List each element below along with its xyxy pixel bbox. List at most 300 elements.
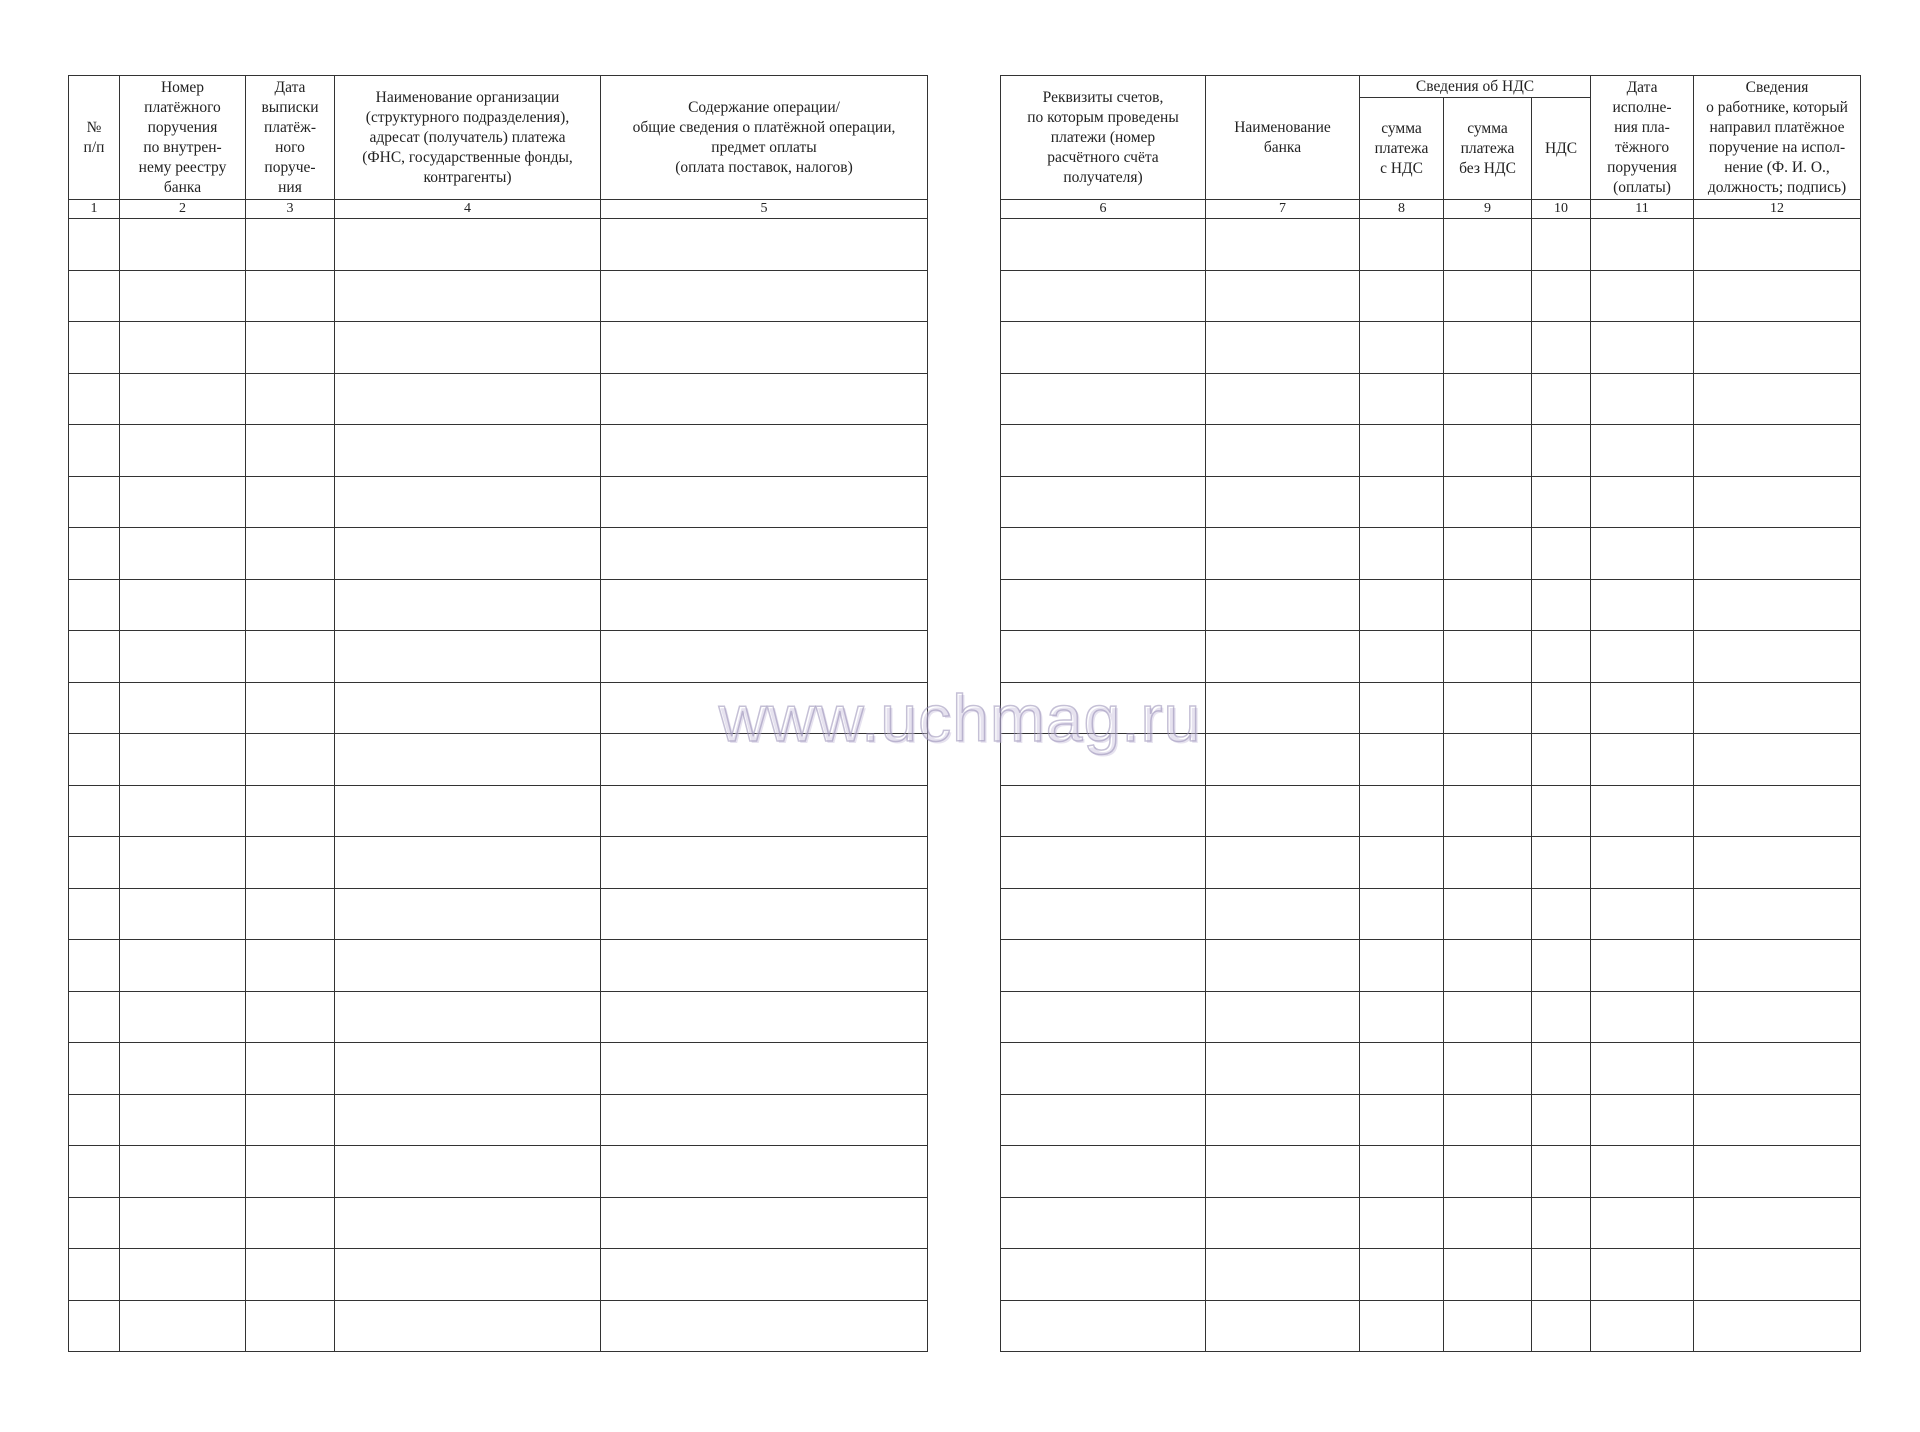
empty-cell [69, 425, 120, 477]
empty-cell [69, 476, 120, 528]
table-row [69, 785, 928, 837]
column-number: 10 [1532, 200, 1591, 219]
table-row [69, 991, 928, 1043]
empty-cell [120, 785, 246, 837]
table-row [1001, 579, 1861, 631]
empty-cell [601, 991, 928, 1043]
empty-cell [1591, 734, 1694, 786]
right-page-table [1000, 75, 1861, 1352]
empty-cell [1001, 270, 1206, 322]
empty-cell [120, 579, 246, 631]
empty-cell [1206, 219, 1360, 271]
empty-cell [1532, 579, 1591, 631]
empty-cell [601, 322, 928, 374]
empty-cell [69, 1249, 120, 1301]
header-col-2: Номер платёжного поручения по внутрен- нему реестру банка [120, 76, 246, 200]
empty-cell [246, 631, 335, 683]
empty-cell [1444, 837, 1532, 889]
watermark: www.uchmag.ru [718, 681, 1202, 755]
empty-cell [1694, 837, 1861, 889]
empty-cell [601, 1249, 928, 1301]
empty-cell [601, 785, 928, 837]
empty-cell [335, 322, 601, 374]
column-number: 1 [69, 200, 120, 219]
empty-cell [1532, 837, 1591, 889]
empty-cell [1532, 322, 1591, 374]
table-row [69, 940, 928, 992]
empty-cell [1444, 219, 1532, 271]
header-col-1: № п/п [69, 76, 120, 200]
empty-cell [601, 373, 928, 425]
empty-cell [335, 991, 601, 1043]
empty-cell [1444, 1043, 1532, 1095]
empty-cell [1001, 734, 1206, 786]
empty-cell [1206, 373, 1360, 425]
empty-cell [246, 270, 335, 322]
empty-cell [601, 425, 928, 477]
empty-cell [69, 1300, 120, 1352]
empty-cell [1591, 1300, 1694, 1352]
empty-cell [1532, 631, 1591, 683]
empty-cell [335, 682, 601, 734]
header-vat-group: Сведения об НДС [1360, 76, 1591, 98]
empty-cell [120, 322, 246, 374]
empty-cell [1694, 1094, 1861, 1146]
header-col-10: НДС [1532, 98, 1591, 200]
empty-cell [601, 1146, 928, 1198]
empty-cell [1532, 1249, 1591, 1301]
empty-cell [1532, 1146, 1591, 1198]
empty-cell [1532, 1043, 1591, 1095]
empty-cell [1001, 322, 1206, 374]
empty-cell [1001, 631, 1206, 683]
empty-cell [1694, 734, 1861, 786]
table-row [69, 1197, 928, 1249]
table-row [1001, 1146, 1861, 1198]
empty-cell [1360, 373, 1444, 425]
empty-cell [1001, 837, 1206, 889]
empty-cell [1591, 682, 1694, 734]
empty-cell [335, 528, 601, 580]
empty-cell [335, 270, 601, 322]
empty-cell [1206, 1197, 1360, 1249]
header-col-4: Наименование организации (структурного подразделения), адресат (получатель) платежа (ФНС, государственные фонды, контрагенты) [335, 76, 601, 200]
empty-cell [1360, 1249, 1444, 1301]
empty-cell [1444, 1146, 1532, 1198]
empty-cell [246, 1300, 335, 1352]
empty-cell [1694, 682, 1861, 734]
empty-cell [1001, 785, 1206, 837]
empty-cell [246, 991, 335, 1043]
empty-cell [1591, 1146, 1694, 1198]
empty-cell [1206, 1146, 1360, 1198]
empty-cell [1360, 322, 1444, 374]
empty-cell [246, 1197, 335, 1249]
header-row [1001, 76, 1861, 98]
empty-cell [1001, 528, 1206, 580]
table-row [69, 631, 928, 683]
empty-cell [1001, 888, 1206, 940]
empty-cell [120, 682, 246, 734]
empty-cell [69, 682, 120, 734]
empty-cell [1360, 991, 1444, 1043]
empty-cell [1444, 322, 1532, 374]
empty-cell [1591, 1043, 1694, 1095]
empty-cell [1206, 476, 1360, 528]
empty-cell [246, 476, 335, 528]
empty-cell [1001, 991, 1206, 1043]
empty-cell [120, 1146, 246, 1198]
empty-cell [120, 373, 246, 425]
empty-cell [1532, 528, 1591, 580]
table-row [1001, 682, 1861, 734]
column-number-row [69, 200, 928, 219]
empty-cell [120, 1300, 246, 1352]
empty-cell [1591, 1249, 1694, 1301]
empty-cell [1591, 991, 1694, 1043]
empty-cell [601, 1300, 928, 1352]
empty-cell [69, 1094, 120, 1146]
table-row [1001, 1043, 1861, 1095]
table-row [1001, 528, 1861, 580]
column-number: 8 [1360, 200, 1444, 219]
empty-cell [335, 219, 601, 271]
empty-cell [601, 734, 928, 786]
empty-cell [1206, 888, 1360, 940]
empty-cell [1206, 991, 1360, 1043]
empty-cell [335, 940, 601, 992]
empty-cell [1591, 785, 1694, 837]
empty-cell [1532, 785, 1591, 837]
empty-cell [1694, 425, 1861, 477]
empty-cell [1444, 1094, 1532, 1146]
empty-cell [246, 1249, 335, 1301]
table-row [1001, 373, 1861, 425]
table-row [1001, 270, 1861, 322]
empty-cell [1591, 837, 1694, 889]
empty-cell [69, 1197, 120, 1249]
table-row [1001, 1197, 1861, 1249]
table-row [69, 1146, 928, 1198]
table-row [1001, 1094, 1861, 1146]
empty-cell [1444, 373, 1532, 425]
table-row [69, 373, 928, 425]
empty-cell [601, 1094, 928, 1146]
table-row [69, 1300, 928, 1352]
empty-cell [1360, 1146, 1444, 1198]
empty-cell [601, 631, 928, 683]
empty-cell [1694, 1146, 1861, 1198]
empty-cell [69, 734, 120, 786]
empty-cell [69, 528, 120, 580]
column-number: 4 [335, 200, 601, 219]
column-number: 2 [120, 200, 246, 219]
empty-cell [1444, 991, 1532, 1043]
empty-cell [1001, 219, 1206, 271]
empty-cell [1360, 425, 1444, 477]
empty-cell [1444, 476, 1532, 528]
table-row [69, 528, 928, 580]
empty-cell [1444, 425, 1532, 477]
empty-cell [1694, 940, 1861, 992]
empty-cell [1694, 991, 1861, 1043]
empty-cell [1206, 1300, 1360, 1352]
empty-cell [601, 682, 928, 734]
empty-cell [120, 1094, 246, 1146]
empty-cell [335, 837, 601, 889]
empty-cell [1001, 1094, 1206, 1146]
table-row [1001, 322, 1861, 374]
table-row [1001, 1249, 1861, 1301]
empty-cell [246, 1094, 335, 1146]
empty-cell [1001, 579, 1206, 631]
empty-cell [335, 1197, 601, 1249]
header-col-8: сумма платежа с НДС [1360, 98, 1444, 200]
empty-cell [1532, 1094, 1591, 1146]
empty-cell [1206, 734, 1360, 786]
empty-cell [601, 476, 928, 528]
empty-cell [1532, 888, 1591, 940]
header-col-7: Наименование банка [1206, 76, 1360, 200]
empty-cell [1591, 425, 1694, 477]
empty-cell [1694, 1249, 1861, 1301]
empty-cell [1360, 837, 1444, 889]
empty-cell [1001, 940, 1206, 992]
empty-cell [246, 940, 335, 992]
empty-cell [1206, 425, 1360, 477]
empty-cell [1444, 528, 1532, 580]
empty-cell [1694, 1197, 1861, 1249]
empty-cell [69, 837, 120, 889]
header-col-12: Сведения о работнике, который направил платёжное поручение на испол- нение (Ф. И. О., должность; подпись) [1694, 76, 1861, 200]
empty-cell [1206, 682, 1360, 734]
empty-cell [1001, 1043, 1206, 1095]
empty-cell [335, 425, 601, 477]
empty-cell [601, 888, 928, 940]
empty-cell [601, 579, 928, 631]
empty-cell [335, 631, 601, 683]
empty-cell [1694, 631, 1861, 683]
column-number: 9 [1444, 200, 1532, 219]
empty-cell [1360, 476, 1444, 528]
empty-cell [1591, 631, 1694, 683]
empty-cell [1532, 940, 1591, 992]
empty-cell [69, 888, 120, 940]
empty-cell [1360, 219, 1444, 271]
empty-cell [120, 991, 246, 1043]
empty-cell [1694, 785, 1861, 837]
empty-cell [1206, 528, 1360, 580]
empty-cell [1591, 888, 1694, 940]
empty-cell [1532, 1197, 1591, 1249]
table-row [1001, 1300, 1861, 1352]
empty-cell [335, 1249, 601, 1301]
empty-cell [1532, 270, 1591, 322]
empty-cell [1591, 476, 1694, 528]
empty-cell [246, 219, 335, 271]
column-number: 7 [1206, 200, 1360, 219]
empty-cell [120, 1043, 246, 1095]
empty-cell [246, 322, 335, 374]
empty-cell [246, 579, 335, 631]
empty-cell [1206, 322, 1360, 374]
empty-cell [335, 1094, 601, 1146]
empty-cell [335, 1300, 601, 1352]
empty-cell [120, 528, 246, 580]
empty-cell [1206, 631, 1360, 683]
empty-cell [335, 373, 601, 425]
empty-cell [120, 888, 246, 940]
empty-cell [1001, 1197, 1206, 1249]
empty-cell [1206, 837, 1360, 889]
empty-cell [69, 373, 120, 425]
empty-cell [1444, 785, 1532, 837]
empty-cell [1694, 219, 1861, 271]
empty-cell [1360, 940, 1444, 992]
table-row [69, 1094, 928, 1146]
empty-cell [69, 1043, 120, 1095]
empty-cell [246, 682, 335, 734]
table-row [1001, 888, 1861, 940]
empty-cell [1206, 940, 1360, 992]
table-row [69, 579, 928, 631]
empty-cell [1532, 734, 1591, 786]
empty-cell [246, 373, 335, 425]
empty-cell [1694, 373, 1861, 425]
table-row [69, 837, 928, 889]
empty-cell [69, 322, 120, 374]
header-col-9: сумма платежа без НДС [1444, 98, 1532, 200]
column-number: 12 [1694, 200, 1861, 219]
column-number-row [1001, 200, 1861, 219]
empty-cell [1444, 682, 1532, 734]
empty-cell [1360, 1300, 1444, 1352]
empty-cell [120, 1197, 246, 1249]
table-row [1001, 425, 1861, 477]
empty-cell [601, 940, 928, 992]
header-col-3: Дата выписки платёж- ного поруче- ния [246, 76, 335, 200]
table-row [69, 734, 928, 786]
empty-cell [1444, 888, 1532, 940]
empty-cell [69, 270, 120, 322]
table-row [69, 682, 928, 734]
column-number: 6 [1001, 200, 1206, 219]
empty-cell [69, 219, 120, 271]
empty-cell [1532, 425, 1591, 477]
table-row [69, 425, 928, 477]
empty-cell [1532, 991, 1591, 1043]
table-row [69, 219, 928, 271]
column-number: 11 [1591, 200, 1694, 219]
table-row [1001, 219, 1861, 271]
empty-cell [335, 888, 601, 940]
empty-cell [1591, 940, 1694, 992]
empty-cell [601, 270, 928, 322]
empty-cell [246, 1043, 335, 1095]
empty-cell [120, 734, 246, 786]
empty-cell [601, 528, 928, 580]
empty-cell [335, 1146, 601, 1198]
empty-cell [1444, 579, 1532, 631]
empty-cell [1532, 373, 1591, 425]
empty-cell [335, 579, 601, 631]
empty-cell [69, 579, 120, 631]
empty-cell [1360, 888, 1444, 940]
empty-cell [1206, 785, 1360, 837]
empty-cell [1444, 734, 1532, 786]
table-row [69, 270, 928, 322]
empty-cell [1001, 476, 1206, 528]
empty-cell [1001, 1146, 1206, 1198]
empty-cell [120, 631, 246, 683]
empty-cell [1360, 631, 1444, 683]
empty-cell [1591, 528, 1694, 580]
empty-cell [1532, 682, 1591, 734]
empty-cell [69, 991, 120, 1043]
table-row [1001, 991, 1861, 1043]
empty-cell [601, 219, 928, 271]
column-number: 5 [601, 200, 928, 219]
empty-cell [1444, 940, 1532, 992]
empty-cell [246, 837, 335, 889]
empty-cell [120, 1249, 246, 1301]
empty-cell [120, 219, 246, 271]
empty-cell [1444, 631, 1532, 683]
empty-cell [120, 476, 246, 528]
empty-cell [69, 940, 120, 992]
empty-cell [601, 837, 928, 889]
empty-cell [1206, 1043, 1360, 1095]
empty-cell [1591, 322, 1694, 374]
table-row [69, 1249, 928, 1301]
empty-cell [1444, 1300, 1532, 1352]
empty-cell [1206, 270, 1360, 322]
empty-cell [246, 1146, 335, 1198]
empty-cell [246, 734, 335, 786]
header-col-6: Реквизиты счетов, по которым проведены платежи (номер расчётного счёта получателя) [1001, 76, 1206, 200]
empty-cell [1694, 476, 1861, 528]
empty-cell [1444, 1249, 1532, 1301]
empty-cell [1001, 1300, 1206, 1352]
empty-cell [335, 785, 601, 837]
empty-cell [1206, 1094, 1360, 1146]
empty-cell [120, 270, 246, 322]
empty-cell [1360, 1197, 1444, 1249]
empty-cell [1532, 219, 1591, 271]
empty-cell [1694, 270, 1861, 322]
empty-cell [1360, 734, 1444, 786]
empty-cell [1206, 1249, 1360, 1301]
empty-cell [1001, 373, 1206, 425]
header-row [69, 76, 928, 200]
column-number: 3 [246, 200, 335, 219]
empty-cell [1360, 528, 1444, 580]
empty-cell [1001, 682, 1206, 734]
empty-cell [69, 631, 120, 683]
table-row [1001, 785, 1861, 837]
empty-cell [1591, 1197, 1694, 1249]
empty-cell [1591, 270, 1694, 322]
empty-cell [1001, 425, 1206, 477]
empty-cell [246, 528, 335, 580]
empty-cell [1360, 579, 1444, 631]
table-row [69, 1043, 928, 1095]
empty-cell [1360, 270, 1444, 322]
empty-cell [246, 888, 335, 940]
empty-cell [1694, 888, 1861, 940]
left-page-table [68, 75, 928, 1352]
empty-cell [1444, 270, 1532, 322]
